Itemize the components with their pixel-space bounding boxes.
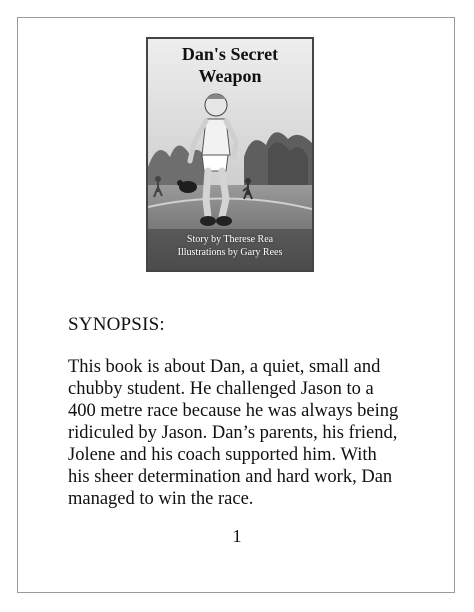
synopsis-line: chubby student. He challenged Jason to a	[68, 379, 374, 399]
synopsis-line: his sheer determination and hard work, Dan	[68, 467, 393, 487]
cover-title-line-2: Weapon	[198, 66, 262, 86]
cover-credits	[148, 233, 312, 259]
cover-credit-illustrations: Illustrations by Gary Rees	[177, 247, 283, 258]
synopsis-line: Jolene and his coach supported him. With	[68, 445, 377, 465]
synopsis-heading: SYNOPSIS:	[68, 314, 165, 335]
cover-credit-story: Story by Therese Rea	[186, 234, 274, 245]
cover-title	[148, 43, 312, 87]
synopsis-line: 400 metre race because he was always being	[68, 401, 399, 421]
synopsis-line: This book is about Dan, a quiet, small and	[68, 357, 381, 377]
synopsis-line: managed to win the race.	[68, 489, 254, 509]
synopsis-line: ridiculed by Jason. Dan’s parents, his friend,	[68, 423, 398, 443]
page-number: 1	[232, 526, 242, 546]
cover-title-line-1: Dan's Secret	[181, 44, 279, 64]
book-cover-image	[146, 37, 314, 272]
synopsis-text	[68, 356, 410, 510]
